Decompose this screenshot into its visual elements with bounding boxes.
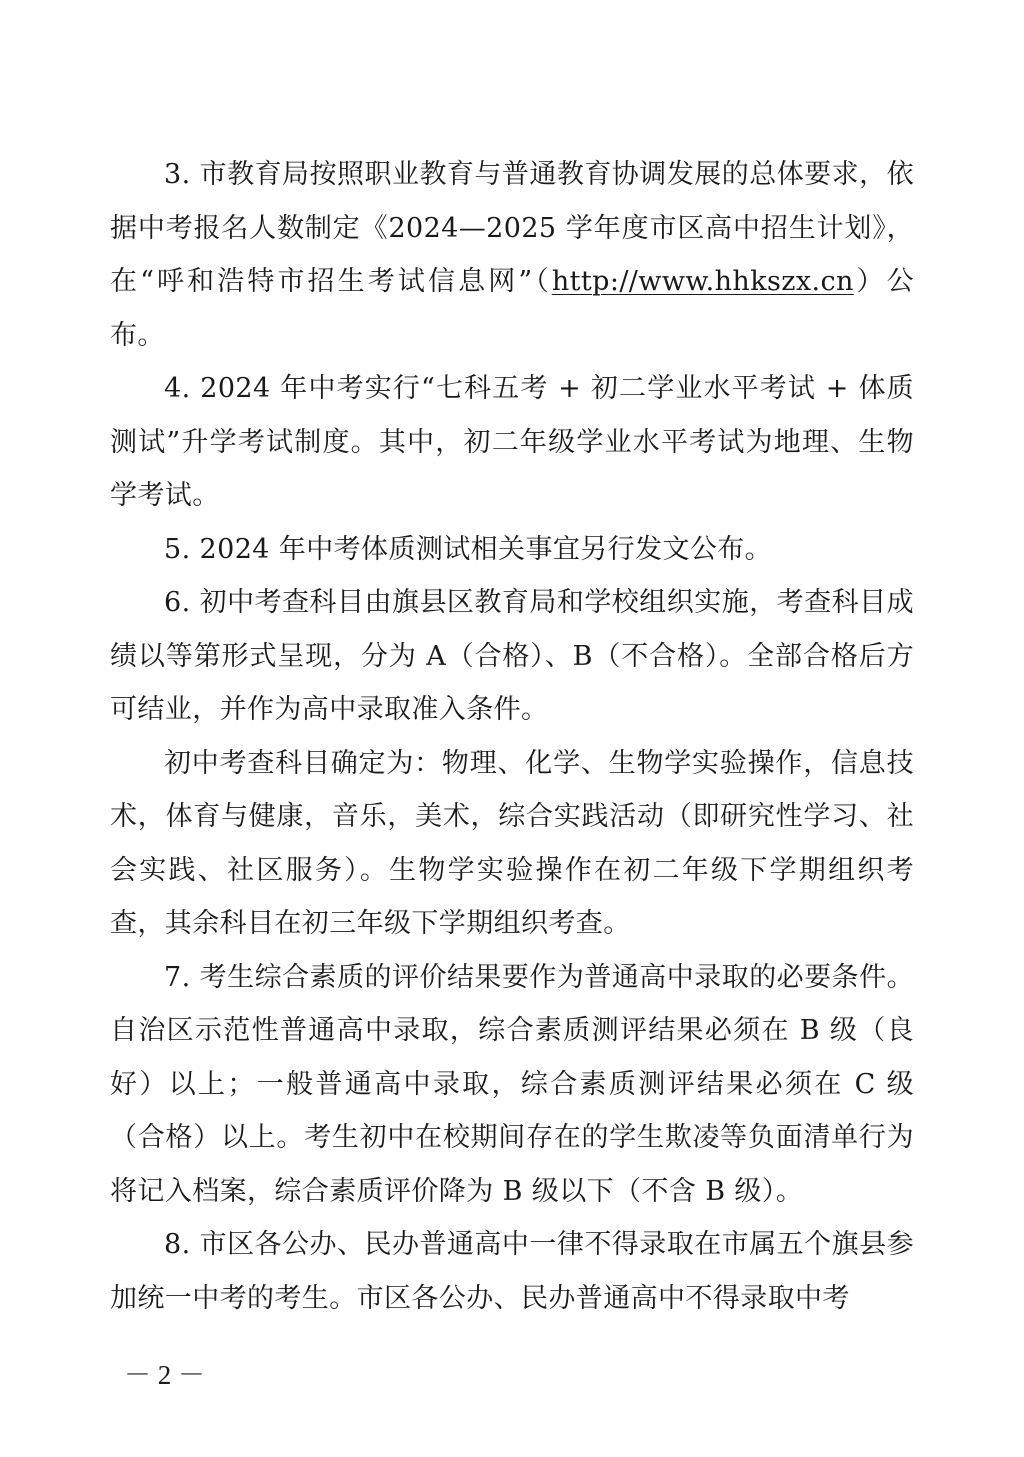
- paragraph-item-6: 6. 初中考查科目由旗县区教育局和学校组织实施，考查科目成绩以等第形式呈现，分为 A（合格）、B（不合格）。全部合格后方可结业，并作为高中录取准入条件。: [110, 587, 914, 725]
- paragraph-item-3: [110, 148, 914, 362]
- paragraph-exam-subjects: 初中考查科目确定为：物理、化学、生物学实验操作，信息技术，体育与健康，音乐，美术，综合实践活动（即研究性学习、社会实践、社区服务）。生物学实验操作在初二年级下学期组织考查，其余科目在初三年级下学期组织考查。: [110, 747, 914, 939]
- paragraph-item-8: 8. 市区各公办、民办普通高中一律不得录取在市属五个旗县参加统一中考的考生。市区各公办、民办普通高中不得录取中考: [110, 1229, 914, 1314]
- paragraph-item-3-text: 3. 市教育局按照职业教育与普通教育协调发展的总体要求，依据中考报名人数制定《2024—2025 学年度市区高中招生计划》，在“呼和浩特市招生考试信息网”（: [110, 159, 914, 297]
- paragraph-item-4: 4. 2024 年中考实行“七科五考 + 初二学业水平考试 + 体质测试”升学考试制度。其中，初二年级学业水平考试为地理、生物学考试。: [110, 373, 914, 511]
- paragraph-item-5: 5. 2024 年中考体质测试相关事宜另行发文公布。: [164, 533, 773, 565]
- body-text: [110, 148, 914, 1325]
- paragraph-item-3-tail: ）公布。: [110, 266, 914, 351]
- website-link[interactable]: http://www.hhkszx.cn: [551, 266, 854, 297]
- page-number: － 2 －: [124, 1360, 205, 1390]
- paragraph-item-7: 7. 考生综合素质的评价结果要作为普通高中录取的必要条件。自治区示范性普通高中录取，综合素质测评结果必须在 B 级（良好）以上；一般普通高中录取，综合素质测评结果必须在 C 级（合格）以上。考生初中在校期间存在的学生欺凌等负面清单行为将记入档案，综合素质评价降为 B 级以下（不含 B 级）。: [110, 961, 914, 1207]
